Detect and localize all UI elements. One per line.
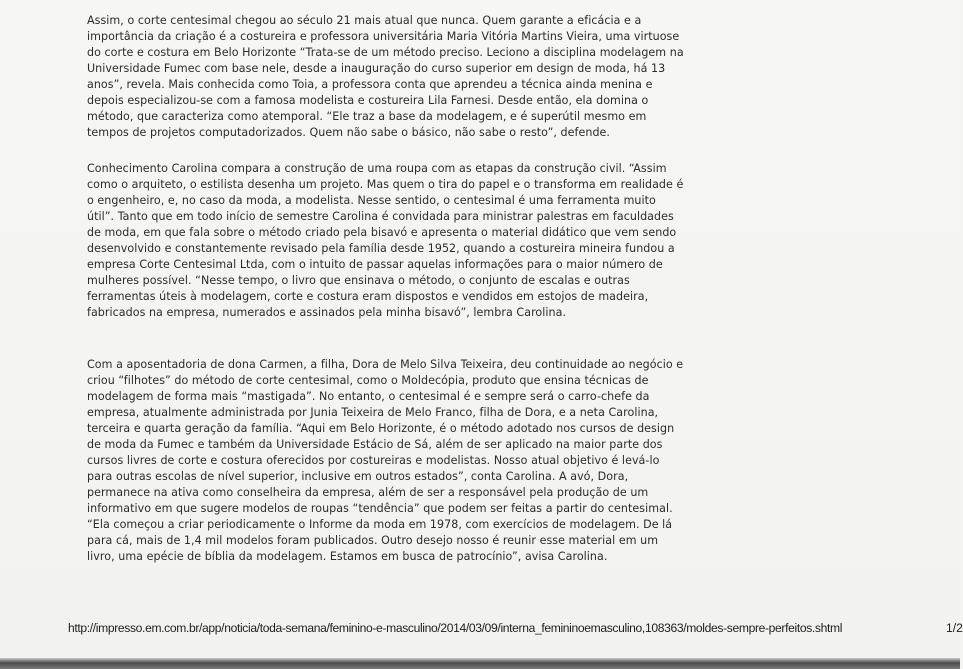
paragraph-line: como o arquiteto, o estilista desenha um projeto. Mas quem o tira do papel e o transforma em realidade é [87,178,684,191]
paragraph-line: útil”. Tanto que em todo início de semestre Carolina é convidada para ministrar palestras em faculdades [87,210,674,223]
paragraph-line: terceira e quarta geração da família. “Aqui em Belo Horizonte, é o método adotado nos cursos de design [87,422,675,435]
paragraph-line: tempos de projetos computadorizados. Quem não sabe o básico, não sabe o resto”, defende. [87,126,610,139]
paragraph-line: o engenheiro, e, no caso da moda, a modelista. Nesse sentido, o centesimal é uma ferramenta muito [87,194,656,207]
paragraph-line: de moda da Fumec e também da Universidade Estácio de Sá, além de ser aplicado na maior parte dos [87,438,663,451]
paragraph-line: Universidade Fumec com base nele, desde a inauguração do curso superior em design de moda, há 13 [87,62,666,75]
paragraph-line: ferramentas úteis à modelagem, corte e costura eram dispostos e vendidos em estojos de madeira, [87,290,649,303]
paragraph-line: mulheres possível. “Nesse tempo, o livro que ensinava o método, o conjunto de escalas e outras [87,274,630,287]
paragraph-line: depois especializou-se com a famosa modelista e costureira Lila Farnesi. Desde então, ela domina o [87,94,649,107]
paragraph-line: anos”, revela. Mais conhecida como Toia, a professora conta que aprendeu a técnica ainda menina e [87,78,653,91]
paragraph-line: desenvolvido e constantemente revisado pela família desde 1952, quando a costureira mineira fundou a [87,242,675,255]
paragraph-line: cursos livres de corte e costura oferecidos por costureiras e modelistas. Nosso atual objetivo é levá-lo [87,454,660,467]
paragraph-line: empresa, atualmente administrada por Junia Teixeira de Melo Franco, filha de Dora, e a neta Carolina, [87,406,659,419]
paragraph-line: do corte e costura em Belo Horizonte “Trata-se de um método preciso. Leciono a disciplina modelagem na [87,46,684,59]
paragraph-line: importância da criação é a costureira e professora universitária Maria Vitória Martins Vieira, uma virtuose [87,30,680,43]
paragraph-line: Conhecimento Carolina compara a construção de uma roupa com as etapas da construção civil. “Assim [87,162,667,175]
scan-bottom-edge [0,658,960,669]
article-paragraph-3 [87,357,683,565]
paragraph-line: para cá, mais de 1,4 mil modelos foram publicados. Outro desejo nosso é reunir esse material em um [87,534,659,547]
paragraph-line: fabricados na empresa, numerados e assinados pela minha bisavó”, lembra Carolina. [87,306,567,319]
paragraph-line: Com a aposentadoria de dona Carmen, a filha, Dora de Melo Silva Teixeira, deu continuidade ao negócio e [87,358,684,371]
paragraph-line: modelagem de forma mais “mastigada”. No entanto, o centesimal é e sempre será o carro-chefe da [87,390,650,403]
paragraph-line: informativo em que sugere modelos de roupas “tendência” que podem ser feitas a partir do centesimal. [87,502,673,515]
article-paragraph-1 [87,13,684,141]
paragraph-line: “Ela começou a criar periodicamente o Informe da moda em 1978, com exercícios de modelagem. De lá [87,518,673,531]
article-paragraph-2 [87,161,683,321]
footer-source-url: http://impresso.em.com.br/app/noticia/toda-semana/feminino-e-masculino/2014/03/09/interna_femininoemasculino,108363/moldes-sempre-perfeitos.shtml [68,621,843,635]
paragraph-line: permanece na ativa como conselheira da empresa, além de ser a responsável pela produção de um [87,486,649,499]
paragraph-line: para outras escolas de nível superior, inclusive em outros estados”, conta Carolina. A avó, Dora, [87,470,629,483]
paragraph-line: método, que caracteriza como atemporal. “Ele traz a base da modelagem, e é superútil mesmo em [87,110,647,123]
paragraph-line: criou “filhotes” do método de corte centesimal, como o Moldecópia, produto que ensina técnicas de [87,374,649,387]
paragraph-line: Assim, o corte centesimal chegou ao século 21 mais atual que nunca. Quem garante a eficácia e a [87,14,642,27]
paragraph-line: empresa Corte Centesimal Ltda, com o intuito de passar aquelas informações para o maior número de [87,258,663,271]
paragraph-line: livro, uma epécie de bíblia da modelagem. Estamos em busca de patrocínio”, avisa Carolina. [87,550,608,563]
page-number: 1/2 [946,621,963,635]
paragraph-line: de moda, em que fala sobre o método criado pela bisavó e apresenta o material didático que vem sendo [87,226,677,239]
